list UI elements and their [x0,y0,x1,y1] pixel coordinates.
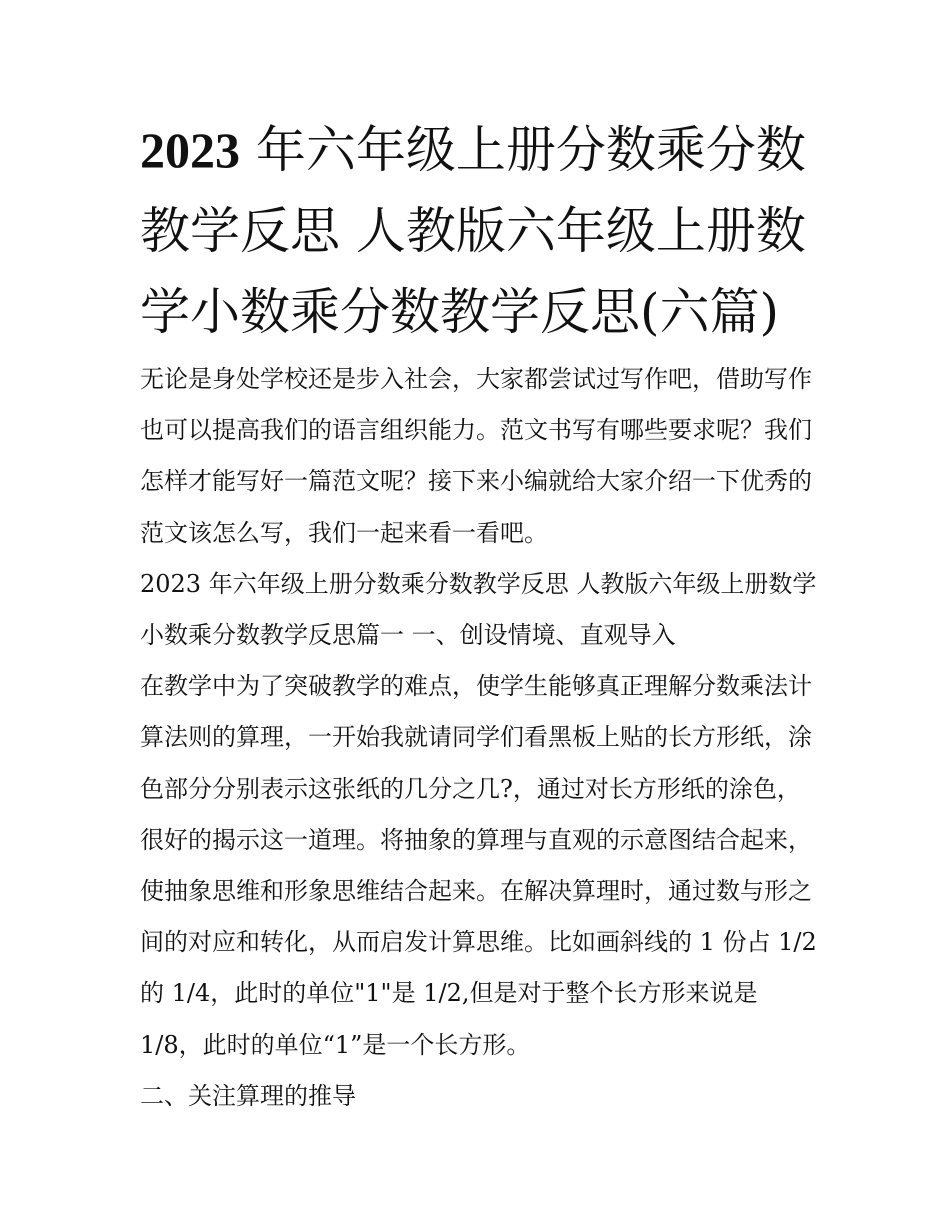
body-paragraph: 在教学中为了突破教学的难点，使学生能够真正理解分数乘法计算法则的算理，一开始我就请同学们看黑板上贴的长方形纸，涂色部分分别表示这张纸的几分之几?，通过对长方形纸的涂色，很好的揭示这一道理。将抽象的算理与直观的示意图结合起来，使抽象思维和形象思维结合起来。在解决算理时，通过数与形之间的对应和转化，从而启发计算思维。比如画斜线的 1 份占 1/2 的 1/4，此时的单位"1"是 1/2,但是对于整个长方形来说是 1/8，此时的单位“1”是一个长方形。 [140,672,817,1059]
document-title [140,110,820,353]
section-heading-1: 2023 年六年级上册分数乘分数教学反思 人教版六年级上册数学小数乘分数教学反思篇一 一、创设情境、直观导入 [140,569,817,650]
title-text: 年六年级上册分数乘分数教学反思 人教版六年级上册数学小数乘分数教学反思(六篇) [140,121,806,341]
document-body [140,354,820,1122]
title-year: 2023 [140,122,240,178]
section-heading-2: 二、关注算理的推导 [140,1081,356,1110]
intro-paragraph: 无论是身处学校还是步入社会，大家都尝试过写作吧，借助写作也可以提高我们的语言组织能力。范文书写有哪些要求呢？我们怎样才能写好一篇范文呢？接下来小编就给大家介绍一下优秀的范文该怎么写，我们一起来看一看吧。 [140,365,812,547]
